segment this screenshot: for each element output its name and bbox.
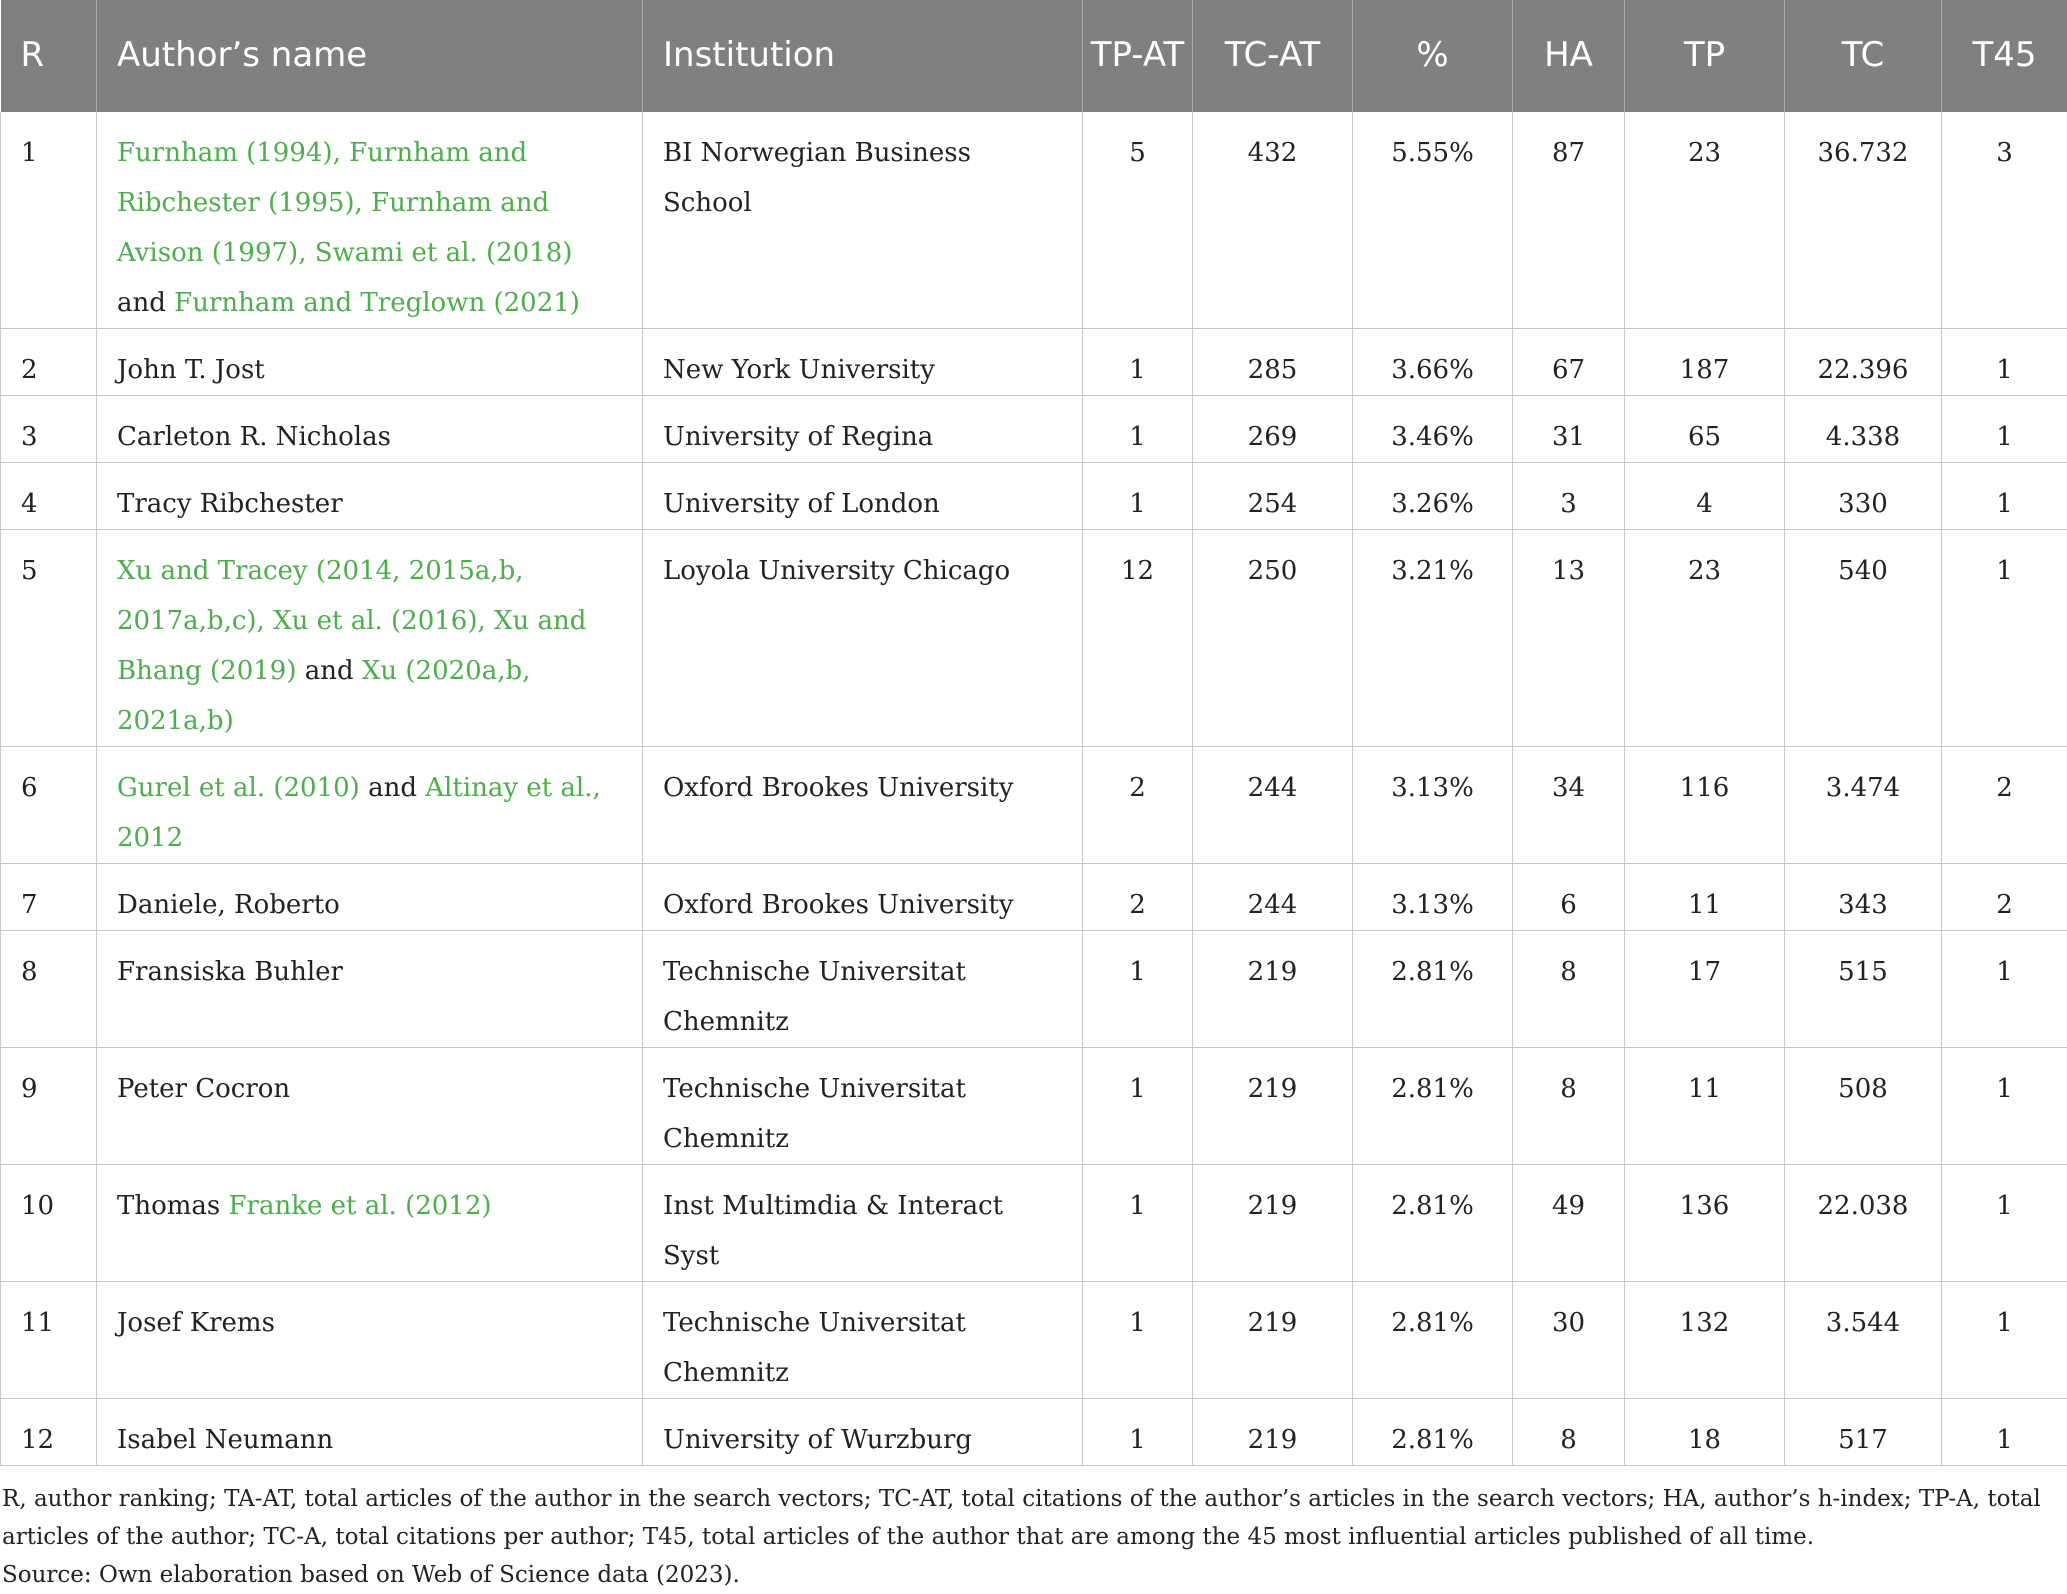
cell-author [97,530,643,747]
cell-tcat: 244 [1193,747,1353,864]
cell-tc: 3.544 [1785,1282,1942,1399]
header-row [1,0,2067,112]
cell-tc: 22.038 [1785,1165,1942,1282]
cell-pct: 2.81% [1353,1282,1513,1399]
cell-ha: 31 [1513,396,1625,463]
cell-author [97,112,643,329]
cell-tc: 330 [1785,463,1942,530]
cell-pct: 2.81% [1353,1399,1513,1466]
table-body [1,112,2067,1466]
cell-ha: 8 [1513,1399,1625,1466]
author-text: and [117,288,174,318]
author-text: Josef Krems [117,1308,275,1338]
cell-pct: 3.26% [1353,463,1513,530]
cell-pct: 3.66% [1353,329,1513,396]
cell-tc: 36.732 [1785,112,1942,329]
author-text: John T. Jost [117,355,265,385]
header-ha: HA [1513,0,1625,112]
header-percent: % [1353,0,1513,112]
author-text: Carleton R. Nicholas [117,422,391,452]
cell-tc: 508 [1785,1048,1942,1165]
table-row [1,1399,2067,1466]
cell-author [97,329,643,396]
cell-r: 4 [1,463,97,530]
cell-tpat: 5 [1083,112,1193,329]
cell-author [97,747,643,864]
cell-ha: 6 [1513,864,1625,931]
cell-institution: University of Wurzburg [643,1399,1083,1466]
header-institution: Institution [643,0,1083,112]
cell-tp: 23 [1625,530,1785,747]
cell-tc: 540 [1785,530,1942,747]
cell-author [97,864,643,931]
header-tp-at: TP-AT [1083,0,1193,112]
cell-tcat: 219 [1193,1048,1353,1165]
header-tc-at: TC-AT [1193,0,1353,112]
cell-t45: 3 [1942,112,2067,329]
cell-r: 1 [1,112,97,329]
author-text: Fransiska Buhler [117,957,343,987]
cell-t45: 1 [1942,931,2067,1048]
cell-r: 3 [1,396,97,463]
header-t45: T45 [1942,0,2067,112]
cell-pct: 5.55% [1353,112,1513,329]
cell-tpat: 1 [1083,1282,1193,1399]
cell-institution: New York University [643,329,1083,396]
cell-tpat: 1 [1083,1165,1193,1282]
cell-tcat: 269 [1193,396,1353,463]
author-text: Peter Cocron [117,1074,290,1104]
reference-link[interactable]: Altinay et al., 2012 [117,773,601,853]
table-row [1,463,2067,530]
cell-tpat: 1 [1083,1048,1193,1165]
cell-tp: 116 [1625,747,1785,864]
reference-link[interactable]: Franke et al. (2012) [229,1191,492,1221]
author-text: Tracy Ribchester [117,489,343,519]
cell-tcat: 254 [1193,463,1353,530]
cell-tpat: 1 [1083,463,1193,530]
reference-link[interactable]: Gurel et al. (2010) [117,773,360,803]
cell-tc: 4.338 [1785,396,1942,463]
cell-author [97,396,643,463]
cell-tp: 132 [1625,1282,1785,1399]
cell-tp: 23 [1625,112,1785,329]
author-text: and [360,773,425,803]
header-author: Author’s name [97,0,643,112]
cell-r: 2 [1,329,97,396]
cell-tp: 11 [1625,1048,1785,1165]
cell-r: 7 [1,864,97,931]
cell-author [97,1048,643,1165]
table-header [1,0,2067,112]
cell-tp: 18 [1625,1399,1785,1466]
cell-institution: University of London [643,463,1083,530]
cell-tcat: 219 [1193,931,1353,1048]
cell-institution: Technische Universitat Chemnitz [643,1282,1083,1399]
cell-t45: 1 [1942,1399,2067,1466]
cell-tcat: 219 [1193,1399,1353,1466]
cell-tp: 187 [1625,329,1785,396]
cell-ha: 3 [1513,463,1625,530]
cell-ha: 8 [1513,1048,1625,1165]
table-row [1,112,2067,329]
source-note: Source: Own elaboration based on Web of Science data (2023). [2,1556,2065,1594]
reference-link[interactable]: Furnham and Treglown (2021) [174,288,580,318]
table-row [1,329,2067,396]
header-tc: TC [1785,0,1942,112]
header-rank: R [1,0,97,112]
cell-tc: 517 [1785,1399,1942,1466]
cell-tp: 136 [1625,1165,1785,1282]
cell-t45: 1 [1942,1048,2067,1165]
author-text: Thomas [117,1191,229,1221]
cell-pct: 2.81% [1353,1165,1513,1282]
cell-tc: 22.396 [1785,329,1942,396]
table-row [1,1165,2067,1282]
cell-r: 6 [1,747,97,864]
cell-author [97,463,643,530]
table-row [1,931,2067,1048]
cell-tpat: 1 [1083,931,1193,1048]
cell-pct: 2.81% [1353,1048,1513,1165]
cell-tc: 343 [1785,864,1942,931]
reference-link[interactable]: Xu and Tracey (2014, 2015a,b, 2017a,b,c), Xu et al. (2016), Xu and Bhang (2019) [117,556,586,686]
cell-institution: Technische Universitat Chemnitz [643,931,1083,1048]
table-row [1,1048,2067,1165]
table-row [1,864,2067,931]
cell-tcat: 250 [1193,530,1353,747]
cell-tpat: 2 [1083,864,1193,931]
cell-ha: 34 [1513,747,1625,864]
cell-t45: 1 [1942,1165,2067,1282]
cell-r: 8 [1,931,97,1048]
cell-author [97,1165,643,1282]
cell-pct: 3.46% [1353,396,1513,463]
table-footnotes [0,1466,2067,1594]
cell-institution: Oxford Brookes University [643,864,1083,931]
abbreviation-legend: R, author ranking; TA-AT, total articles of the author in the search vectors; TC-AT, total citations of the author’s articles in the search vectors; HA, author’s h-index; TP-A, total articles of the author; TC-A, total citations per author; T45, total articles of the author that are among the 45 most influential articles published of all time. [2,1480,2065,1556]
cell-ha: 87 [1513,112,1625,329]
cell-tp: 17 [1625,931,1785,1048]
cell-pct: 3.21% [1353,530,1513,747]
author-text: Daniele, Roberto [117,890,340,920]
cell-tp: 11 [1625,864,1785,931]
cell-tcat: 219 [1193,1282,1353,1399]
table-row [1,1282,2067,1399]
cell-ha: 13 [1513,530,1625,747]
cell-t45: 1 [1942,463,2067,530]
cell-r: 12 [1,1399,97,1466]
cell-institution: Inst Multimdia & Interact Syst [643,1165,1083,1282]
cell-t45: 2 [1942,747,2067,864]
cell-institution: BI Norwegian Business School [643,112,1083,329]
cell-ha: 8 [1513,931,1625,1048]
cell-pct: 2.81% [1353,931,1513,1048]
cell-ha: 67 [1513,329,1625,396]
reference-link[interactable]: Xu (2020a,b, 2021a,b) [117,656,530,736]
cell-tc: 3.474 [1785,747,1942,864]
table-row [1,396,2067,463]
cell-t45: 2 [1942,864,2067,931]
cell-tp: 4 [1625,463,1785,530]
cell-r: 10 [1,1165,97,1282]
cell-r: 11 [1,1282,97,1399]
cell-author [97,931,643,1048]
cell-pct: 3.13% [1353,747,1513,864]
reference-link[interactable]: Furnham (1994), Furnham and Ribchester (1995), Furnham and Avison (1997), Swami et al. (2018) [117,138,572,268]
cell-tcat: 244 [1193,864,1353,931]
cell-tp: 65 [1625,396,1785,463]
cell-tpat: 1 [1083,396,1193,463]
author-text: Isabel Neumann [117,1425,333,1455]
cell-t45: 1 [1942,329,2067,396]
cell-tpat: 12 [1083,530,1193,747]
table-row [1,747,2067,864]
cell-institution: Loyola University Chicago [643,530,1083,747]
cell-t45: 1 [1942,396,2067,463]
author-text: and [296,656,361,686]
cell-r: 9 [1,1048,97,1165]
cell-t45: 1 [1942,1282,2067,1399]
cell-institution: University of Regina [643,396,1083,463]
cell-institution: Technische Universitat Chemnitz [643,1048,1083,1165]
header-tp: TP [1625,0,1785,112]
cell-tpat: 1 [1083,1399,1193,1466]
cell-tcat: 285 [1193,329,1353,396]
cell-ha: 49 [1513,1165,1625,1282]
cell-tcat: 219 [1193,1165,1353,1282]
table-row [1,530,2067,747]
cell-ha: 30 [1513,1282,1625,1399]
cell-tpat: 1 [1083,329,1193,396]
cell-r: 5 [1,530,97,747]
cell-author [97,1399,643,1466]
cell-pct: 3.13% [1353,864,1513,931]
cell-author [97,1282,643,1399]
cell-tc: 515 [1785,931,1942,1048]
cell-institution: Oxford Brookes University [643,747,1083,864]
cell-t45: 1 [1942,530,2067,747]
cell-tpat: 2 [1083,747,1193,864]
cell-tcat: 432 [1193,112,1353,329]
